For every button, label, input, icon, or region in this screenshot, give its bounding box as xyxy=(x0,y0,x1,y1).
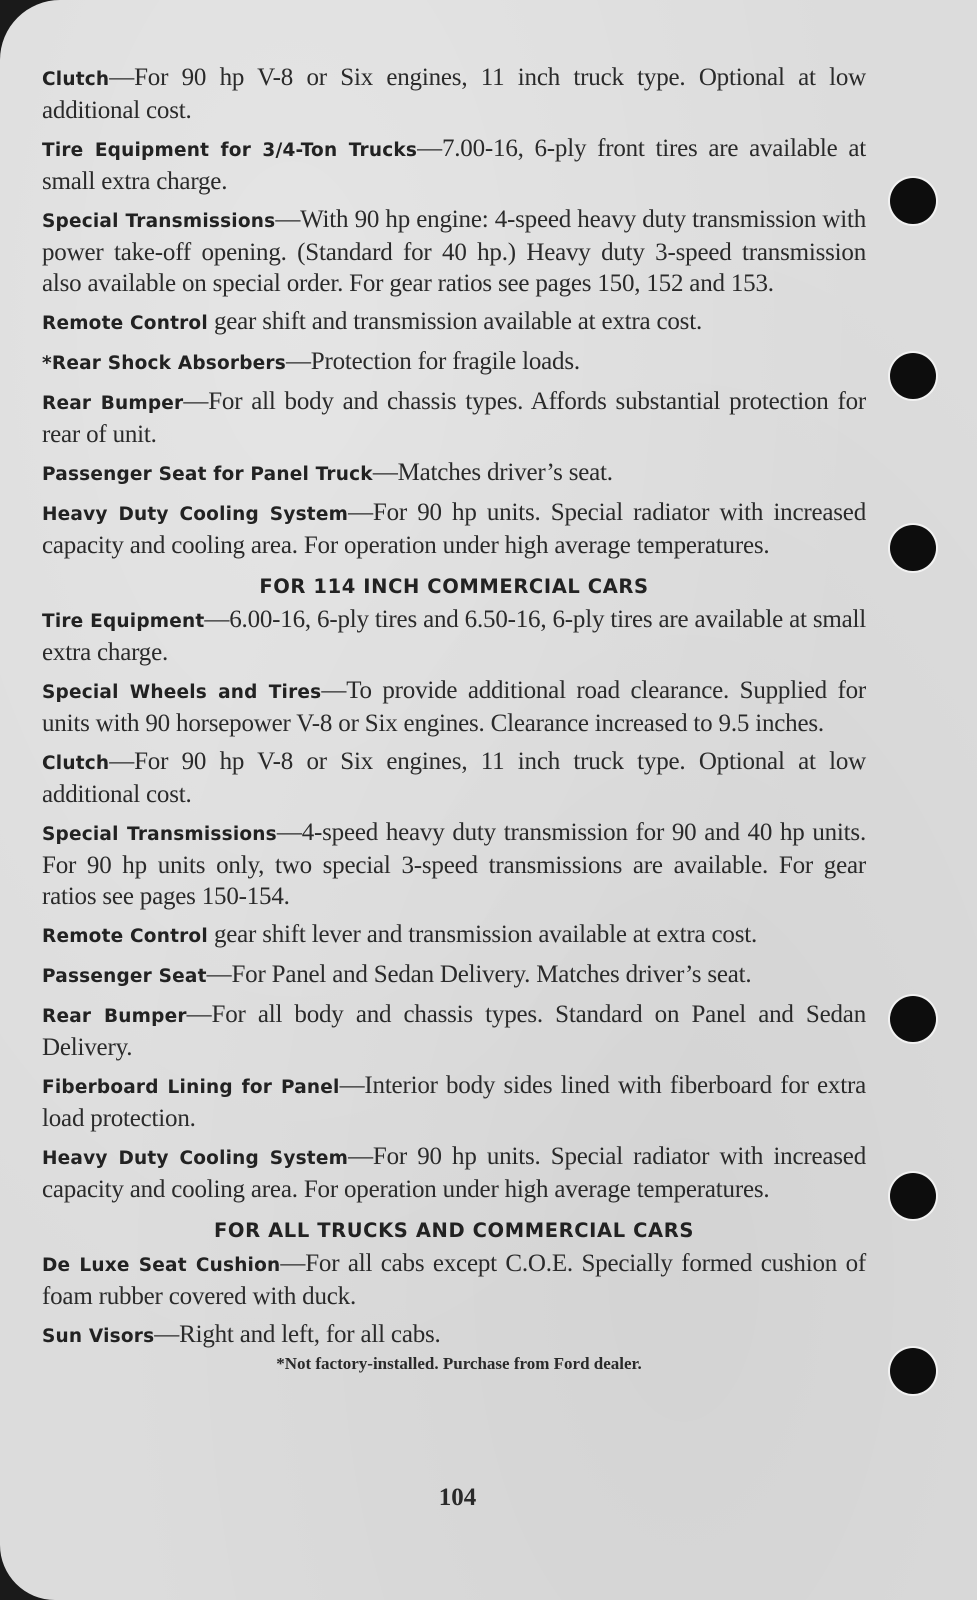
entry-separator: — xyxy=(276,819,302,846)
entry-separator: — xyxy=(280,1250,306,1277)
entry-text: For all cabs except C.O.E. Specially formed cushion of foam rubber covered with duck. xyxy=(42,1250,866,1310)
entry-term: Clutch xyxy=(42,753,110,774)
entry-separator: — xyxy=(204,606,230,633)
entry-clutch xyxy=(42,62,866,126)
page-number: 104 xyxy=(438,1484,477,1511)
entry-text: For 90 hp units. Special radiator with increased capacity and cooling area. For operation under high average temperatures. xyxy=(42,499,866,559)
entry-separator: — xyxy=(109,64,135,91)
binder-hole-icon xyxy=(890,353,936,399)
entry-text: For 90 hp V-8 or Six engines, 11 inch truck type. Optional at low additional cost. xyxy=(42,748,866,808)
entry-term: Tire Equipment xyxy=(42,611,205,632)
entry-remote-control xyxy=(42,919,866,952)
entry-text: 4-speed heavy duty transmission for 90 and 40 hp units. For 90 hp units only, two special 3-speed transmissions are available. For gear ratios see pages 150-154. xyxy=(42,819,866,910)
entry-term: Remote Control xyxy=(42,313,208,334)
entry-text: Matches driver’s seat. xyxy=(397,459,613,486)
entry-text: gear shift and transmission available at extra cost. xyxy=(213,308,703,335)
footnote: *Not factory-installed. Purchase from Ford dealer. xyxy=(276,1354,642,1373)
entry-term: Special Transmissions xyxy=(42,211,276,232)
section-114-inch-commercial-cars xyxy=(42,575,866,1205)
entry-text: For Panel and Sedan Delivery. Matches driver’s seat. xyxy=(231,961,752,988)
section-all-trucks-commercial-cars xyxy=(42,1219,866,1352)
entry-text: Protection for fragile loads. xyxy=(310,348,580,375)
entry-text: 7.00-16, 6-ply front tires are available at small extra charge. xyxy=(42,135,867,195)
entry-special-transmissions xyxy=(42,204,866,299)
entry-term: Rear Bumper xyxy=(42,1006,187,1027)
entry-special-transmissions xyxy=(42,817,866,912)
entry-term: Heavy Duty Cooling System xyxy=(42,1148,349,1169)
entry-tire-equipment xyxy=(42,604,866,668)
entry-separator: — xyxy=(285,348,311,375)
entry-text: gear shift lever and transmission available at extra cost. xyxy=(213,921,758,948)
entry-clutch xyxy=(42,746,866,810)
entry-separator: — xyxy=(321,677,347,704)
entry-separator: — xyxy=(109,748,135,775)
entry-text: Interior body sides lined with fiberboard for extra load protection. xyxy=(42,1072,866,1132)
entry-term: *Rear Shock Absorbers xyxy=(42,353,286,374)
entry-special-wheels-and-tires xyxy=(42,675,866,739)
entry-rear-bumper xyxy=(42,386,866,450)
entry-text: For 90 hp units. Special radiator with increased capacity and cooling area. For operation under high average temperatures. xyxy=(42,1143,866,1203)
entry-separator: — xyxy=(206,961,232,988)
entry-term: Special Wheels and Tires xyxy=(42,682,322,703)
entry-term: Clutch xyxy=(42,69,110,90)
entry-term: Sun Visors xyxy=(42,1326,155,1347)
entry-text: For all body and chassis types. Affords substantial protection for rear of unit. xyxy=(42,388,866,448)
binder-hole-icon xyxy=(890,525,936,571)
entry-separator: — xyxy=(348,1143,373,1170)
entry-sun-visors xyxy=(42,1319,866,1352)
entry-tire-equipment-3-4-ton xyxy=(42,133,866,197)
binder-hole-icon xyxy=(890,178,936,224)
entry-separator: — xyxy=(186,1001,212,1028)
entry-text: For 90 hp V-8 or Six engines, 11 inch truck type. Optional at low additional cost. xyxy=(42,64,866,124)
entry-separator: — xyxy=(154,1321,180,1348)
binder-hole-icon xyxy=(890,1173,936,1219)
entry-text: For all body and chassis types. Standard on Panel and Sedan Delivery. xyxy=(42,1001,866,1061)
entry-separator: — xyxy=(339,1072,365,1099)
entry-term: Rear Bumper xyxy=(42,393,184,414)
binder-hole-icon xyxy=(890,1348,936,1394)
entry-separator: — xyxy=(417,135,442,162)
entry-term: Tire Equipment for 3/4-Ton Trucks xyxy=(42,140,418,161)
entry-rear-shock-absorbers xyxy=(42,346,866,379)
section-trucks-continued xyxy=(42,62,866,561)
entry-passenger-seat xyxy=(42,959,866,992)
entry-separator: — xyxy=(348,499,373,526)
entry-term: De Luxe Seat Cushion xyxy=(42,1255,281,1276)
entry-rear-bumper xyxy=(42,999,866,1063)
entry-remote-control xyxy=(42,306,866,339)
entry-heavy-duty-cooling xyxy=(42,497,866,561)
binder-hole-icon xyxy=(890,996,936,1042)
entry-term: Fiberboard Lining for Panel xyxy=(42,1077,340,1098)
entry-de-luxe-seat-cushion xyxy=(42,1248,866,1312)
entry-passenger-seat-panel-truck xyxy=(42,457,866,490)
entry-separator: — xyxy=(183,388,209,415)
section-heading: FOR ALL TRUCKS AND COMMERCIAL CARS xyxy=(214,1219,694,1242)
entry-text: To provide additional road clearance. Supplied for units with 90 horsepower V-8 or Six engines. Clearance increased to 9.5 inches. xyxy=(42,677,866,737)
entry-fiberboard-lining xyxy=(42,1070,866,1134)
entry-term: Passenger Seat for Panel Truck xyxy=(42,464,373,485)
page-content xyxy=(42,62,866,1374)
entry-text: Right and left, for all cabs. xyxy=(179,1321,441,1348)
entry-term: Special Transmissions xyxy=(42,824,277,845)
entry-separator: — xyxy=(275,206,301,233)
entry-term: Remote Control xyxy=(42,926,208,947)
entry-text: 6.00-16, 6-ply tires and 6.50-16, 6-ply tires are available at small extra charge. xyxy=(42,606,866,666)
entry-term: Passenger Seat xyxy=(42,966,207,987)
entry-separator: — xyxy=(372,459,398,486)
entry-text: With 90 hp engine: 4-speed heavy duty transmission with power take-off opening. (Standard for 40 hp.) Heavy duty 3-speed transmission also available on special order. For gear ratios see pages 150, 152 and 153. xyxy=(42,206,867,297)
section-heading: FOR 114 INCH COMMERCIAL CARS xyxy=(259,575,649,598)
entry-heavy-duty-cooling xyxy=(42,1141,866,1205)
entry-term: Heavy Duty Cooling System xyxy=(42,504,349,525)
